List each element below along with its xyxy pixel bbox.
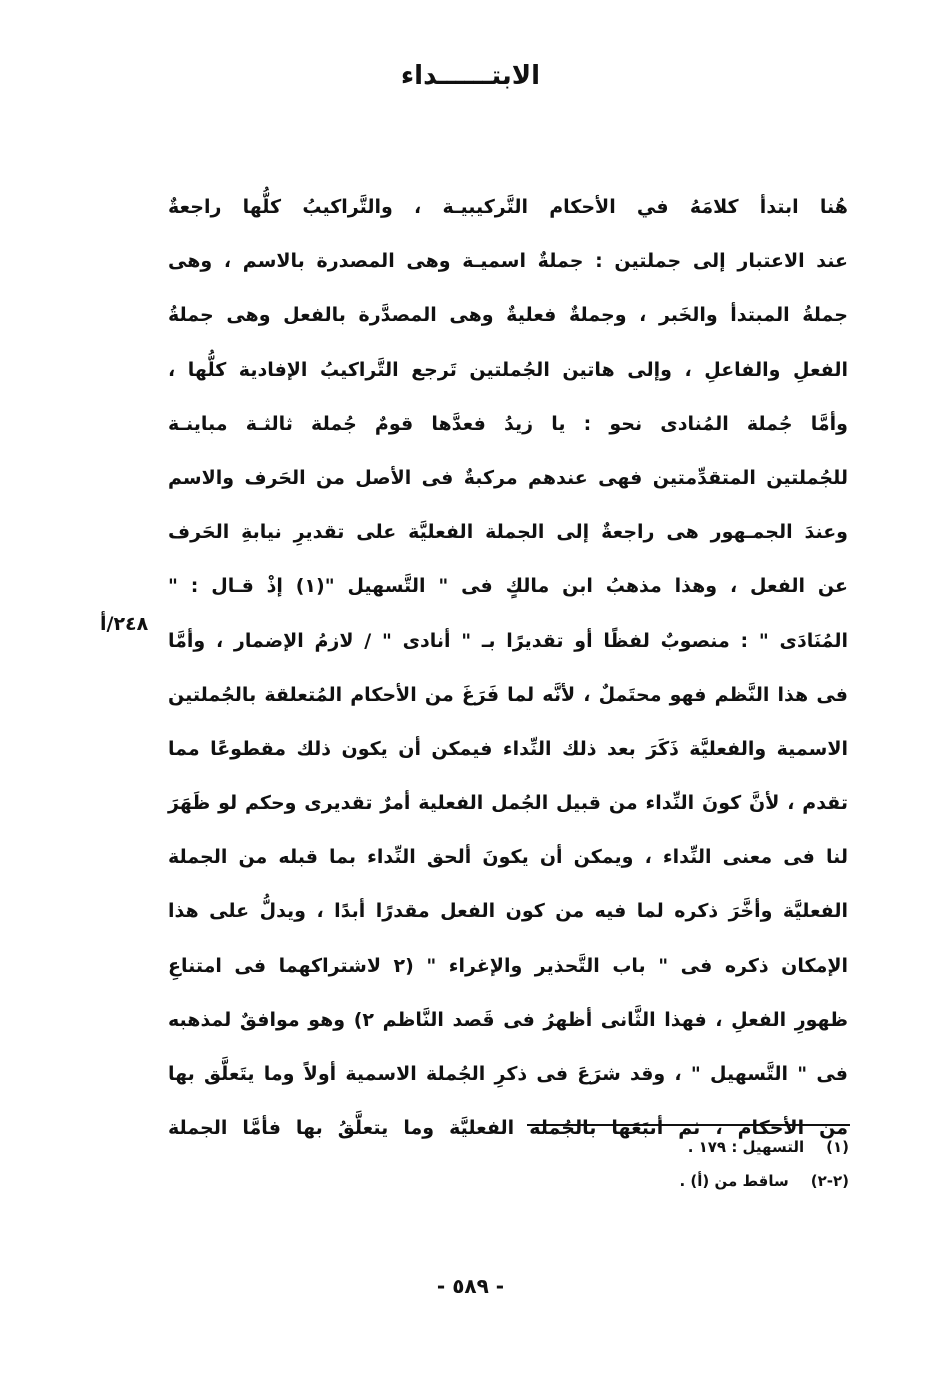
text-line: وعندَ الجمـهور هى راجعةٌ إلى الجملة الفعليَّة على تقديرِ نيابةِ الحَرف bbox=[168, 521, 848, 544]
footnote-text: التسهيل : ١٧٩ . bbox=[687, 1138, 805, 1156]
footnote-item bbox=[429, 1164, 849, 1198]
text-line: لنا فى معنى النِّداء ، ويمكن أن يكونَ ألحق النِّداء بما قبله من الجملة bbox=[168, 846, 848, 869]
page-number: - ٥٨٩ - bbox=[436, 1274, 505, 1298]
text-line: جملةُ المبتدأ والخَبر ، وجملةٌ فعليةٌ وهى المصدَّرة بالفعل وهى جملةُ bbox=[168, 304, 848, 327]
footnote-item bbox=[429, 1130, 849, 1164]
text-line: هُنا ابتدأ كلامَهُ في الأحكام التَّركيبيـة ، والتَّراكيبُ كلُّها راجعةٌ bbox=[168, 196, 848, 218]
text-line: فى " التَّسهيل " ، وقد شرَعَ فى ذكرِ الجُملة الاسمية أولاً وما يتَعلَّق بها bbox=[168, 1063, 848, 1085]
text-line: وأمَّا جُملة المُنادى نحو : يا زيدُ فعدَّها قومٌ جُملة ثالثـة مباينـة bbox=[168, 412, 848, 435]
text-line: للجُملتين المتقدِّمتين فهى عندهم مركبةٌ فى الأصل من الحَرف والاسم bbox=[168, 466, 848, 489]
footnotes bbox=[429, 1130, 849, 1198]
running-header-title: الابتــــــداء bbox=[400, 61, 541, 91]
footnote-number: (٢-٢) bbox=[810, 1172, 849, 1190]
text-line: الفعلِ والفاعلِ ، وإلى هاتين الجُملتين تَرجع التَّراكيبُ الإفادية كلُّها ، bbox=[168, 358, 848, 381]
footnote-divider bbox=[527, 1124, 850, 1126]
manuscript-folio-marker: ٢٤٨/أ bbox=[100, 613, 149, 635]
text-line: فى هذا النَّظم فهو محتَملٌ ، لأنَّه لما فَرَغَ من الأحكام المُتعلقة بالجُملتين bbox=[168, 683, 848, 706]
footnote-number: (١) bbox=[826, 1138, 849, 1156]
text-line: الاسمية والفعليَّة ذَكَرَ بعد ذلك النِّداء فيمكن أن يكون ذلك مقطوعًا مما bbox=[168, 737, 848, 760]
text-line: تقدم ، لأنَّ كونَ النِّداء من قبيل الجُمل الفعلية أمرٌ تقديرى وحكم لو ظَهَرَ bbox=[168, 792, 848, 815]
text-line: عن الفعل ، وهذا مذهبُ ابن مالكٍ فى " التَّسهيل "(١) إذْ قـال : " bbox=[168, 575, 848, 598]
text-line: ظهورِ الفعلِ ، فهذا الثَّانى أظهرُ فى قَصد النَّاظم ٢) وهو موافقٌ لمذهبه bbox=[168, 1008, 848, 1031]
text-line: الإمكان ذكره فى " باب التَّحذير والإغراء " (٢ لاشتراكهما فى امتناعِ bbox=[168, 954, 849, 977]
text-line: الفعليَّة وأخَّرَ ذكره لما فيه من كون الفعل مقدرًا أبدًا ، ويدلُّ على هذا bbox=[168, 900, 848, 923]
text-line: عند الاعتبار إلى جملتين : جملةٌ اسميـة وهى المصدرة بالاسم ، وهى bbox=[168, 250, 848, 273]
footnote-text: ساقط من (أ) . bbox=[679, 1172, 789, 1190]
main-text-block bbox=[168, 180, 848, 1155]
text-line: من الأحكام ، ثم أتبَعَها بالجُملة الفعليَّة وما يتعلَّقُ بها فأمَّا الجملة bbox=[168, 1117, 848, 1140]
text-line: المُنَادَى " : منصوبٌ لفظًا أو تقديرًا بـ " أنادى " / لازمُ الإضمار ، وأمَّا bbox=[168, 629, 848, 652]
